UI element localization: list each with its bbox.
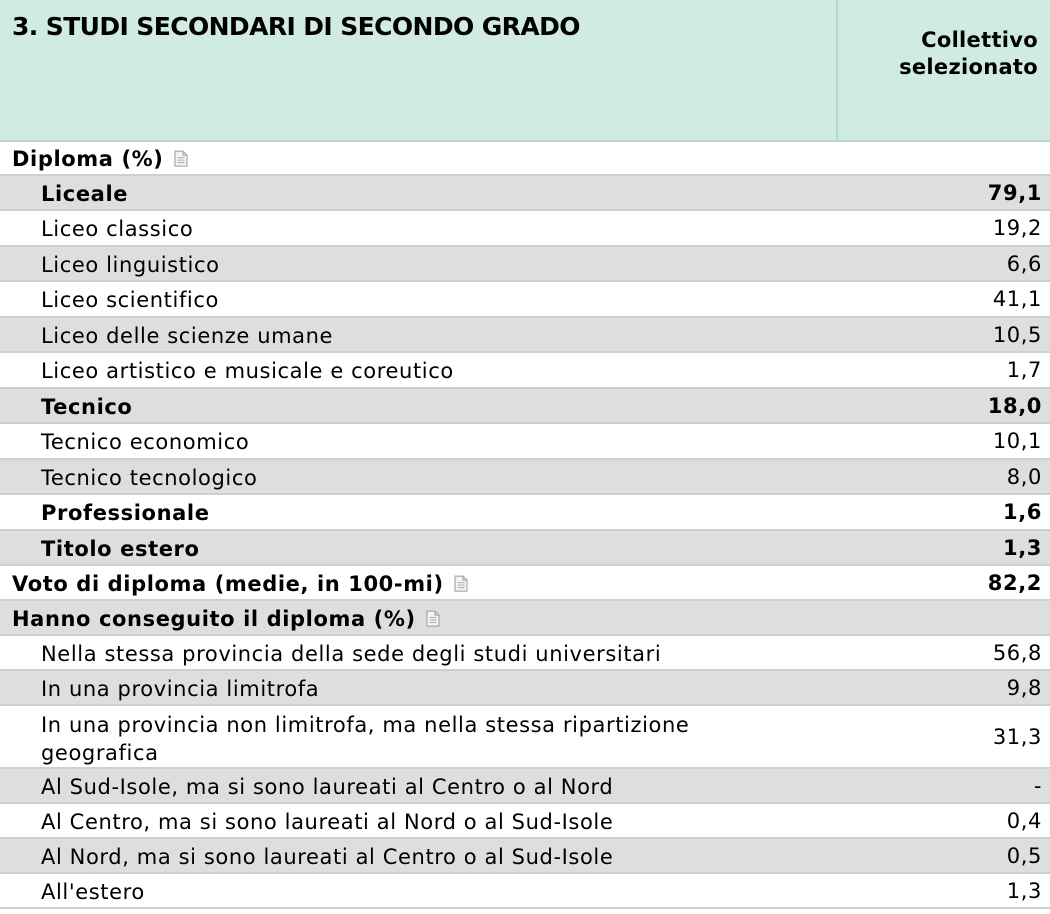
table-row [0, 874, 1050, 909]
row-label-text: Tecnico economico [41, 430, 250, 455]
row-value: 1,3 [1006, 878, 1042, 903]
row-value: 56,8 [992, 640, 1042, 665]
document-icon[interactable] [174, 146, 188, 163]
row-label [12, 605, 772, 633]
row-label-text: All'estero [41, 879, 145, 904]
document-icon[interactable] [426, 606, 440, 623]
table-row [0, 318, 1050, 353]
table-row [0, 706, 1050, 769]
row-label-text: Titolo estero [41, 536, 200, 561]
row-label [12, 145, 772, 173]
row-label-text: Tecnico tecnologico [41, 465, 258, 490]
table-row [0, 636, 1050, 671]
document-icon[interactable] [454, 571, 468, 588]
row-label [41, 535, 801, 563]
row-label-text: Al Centro, ma si sono laureati al Nord o al Sud-Isole [41, 809, 614, 834]
table-row [0, 389, 1050, 424]
row-label [41, 215, 801, 243]
row-value: 0,4 [1006, 808, 1042, 833]
table-row [0, 142, 1050, 176]
row-label [41, 711, 801, 767]
table-row [0, 176, 1050, 211]
row-label [41, 675, 801, 703]
table-header [0, 0, 1050, 142]
row-value: 10,5 [992, 322, 1042, 347]
table-row [0, 282, 1050, 318]
row-label-text: Tecnico [41, 394, 133, 419]
row-label-text: Al Nord, ma si sono laureati al Centro o al Sud-Isole [41, 844, 614, 869]
table-row [0, 353, 1050, 389]
row-label [41, 640, 801, 668]
row-value: 31,3 [992, 724, 1042, 749]
row-value: 6,6 [1006, 251, 1042, 276]
column-header-line1: Collettivo [921, 28, 1038, 52]
row-value: 0,5 [1006, 843, 1042, 868]
row-label [41, 808, 801, 836]
row-label [41, 843, 801, 871]
row-value: 1,3 [1002, 535, 1042, 560]
row-label-text: Voto di diploma (medie, in 100-mi) [12, 571, 444, 596]
row-label [41, 286, 801, 314]
row-value: 10,1 [992, 429, 1042, 453]
data-table-body [0, 142, 1050, 909]
row-label [41, 180, 801, 208]
table-row [0, 566, 1050, 601]
row-label [41, 878, 801, 906]
table-row [0, 495, 1050, 531]
row-label [41, 499, 801, 527]
table-row [0, 671, 1050, 706]
row-value: - [1033, 773, 1042, 798]
row-label [41, 464, 801, 492]
row-label-text: Liceo delle scienze umane [41, 323, 334, 348]
row-label-text: In una provincia non limitrofa, ma nella stessa ripartizione geografica [41, 712, 690, 765]
row-label-text: Liceo scientifico [41, 288, 219, 313]
row-value: 1,7 [1006, 358, 1042, 382]
header-divider [836, 0, 838, 140]
row-value: 9,8 [1006, 675, 1042, 700]
table-row [0, 839, 1050, 874]
row-label-text: Diploma (%) [12, 147, 164, 172]
table-row [0, 804, 1050, 839]
row-label [41, 393, 801, 421]
column-header-line2: selezionato [899, 55, 1038, 79]
row-label-text: Liceo artistico e musicale e coreutico [41, 359, 454, 384]
row-label [41, 773, 801, 801]
row-value: 41,1 [992, 287, 1042, 311]
table-row [0, 211, 1050, 247]
row-value: 1,6 [1002, 500, 1042, 524]
section-title: 3. STUDI SECONDARI DI SECONDO GRADO [12, 12, 580, 41]
row-value: 19,2 [992, 216, 1042, 240]
row-label-text: Liceo linguistico [41, 252, 220, 277]
column-header [899, 27, 1038, 81]
row-label-text: Professionale [41, 501, 210, 526]
row-value: 18,0 [987, 393, 1042, 418]
row-value: 82,2 [987, 570, 1042, 595]
row-label-text: In una provincia limitrofa [41, 676, 320, 701]
row-label-text: Nella stessa provincia della sede degli studi universitari [41, 641, 662, 666]
row-label-text: Liceo classico [41, 217, 194, 242]
table-row [0, 424, 1050, 460]
table-row [0, 460, 1050, 495]
row-label-text: Al Sud-Isole, ma si sono laureati al Centro o al Nord [41, 774, 614, 799]
row-label [12, 570, 772, 598]
row-label-text: Liceale [41, 181, 129, 206]
table-row [0, 247, 1050, 282]
row-label [41, 251, 801, 279]
row-label [41, 428, 801, 456]
row-label [41, 357, 801, 385]
row-value: 79,1 [987, 180, 1042, 205]
row-label-text: Hanno conseguito il diploma (%) [12, 606, 416, 631]
table-row [0, 769, 1050, 804]
table-row [0, 601, 1050, 636]
row-value: 8,0 [1006, 464, 1042, 489]
row-label [41, 322, 801, 350]
table-row [0, 531, 1050, 566]
